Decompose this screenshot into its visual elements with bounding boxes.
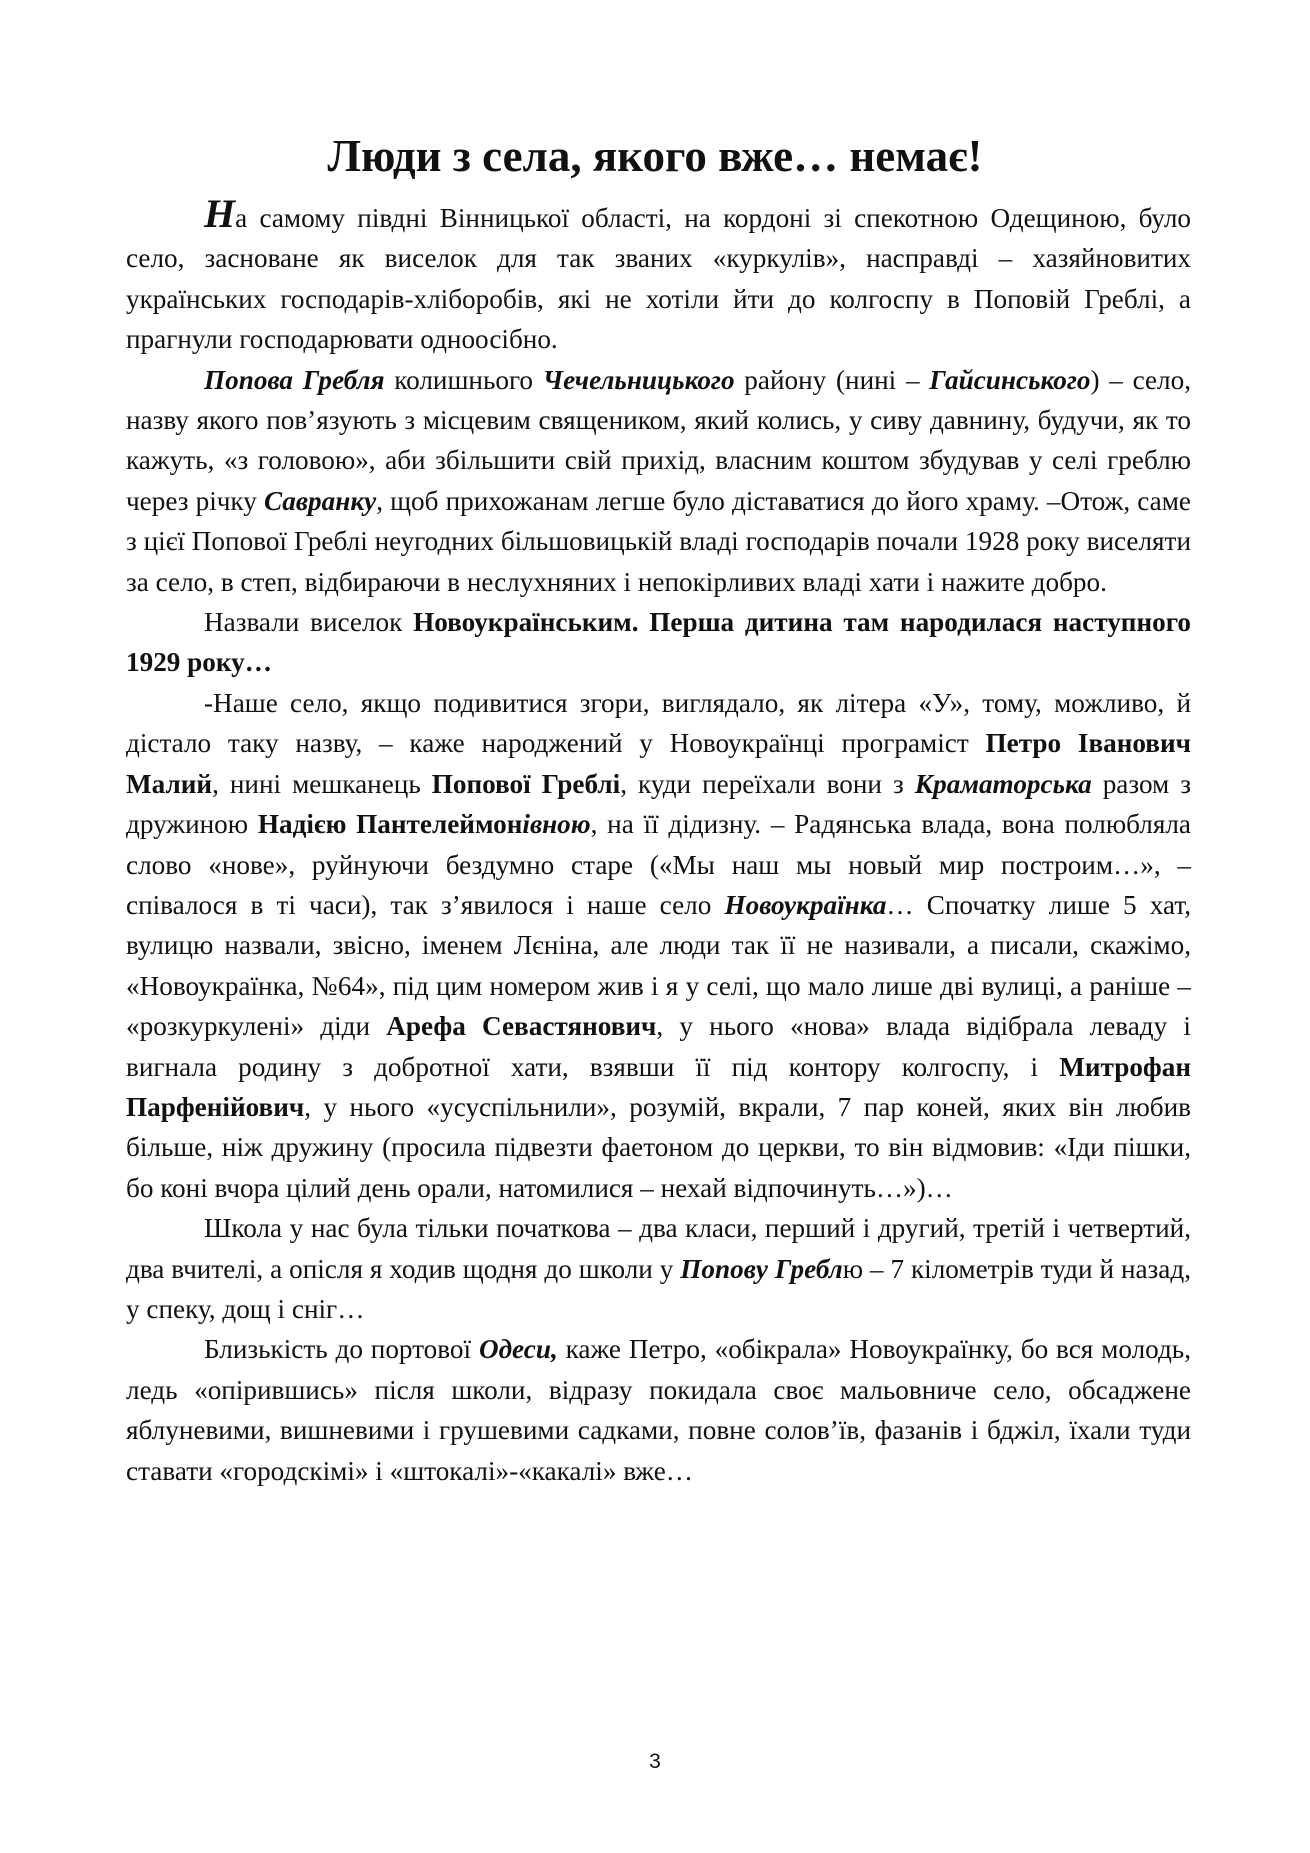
text-run: , щоб прихожанам легше було діставатися до його храму. –Отож, саме з цієї Попової Греблі неугодних більшовицькій владі господарів почали 1928 року виселяти за село, в степ, відбираючи в неслухняних і непокірливих владі хати і нажите добро. [126, 485, 1191, 597]
text-run: , у нього «нова» влада відібрала леваду і вигнала родину з добротної хати, взявши її під контору колгоспу, і [126, 1011, 1191, 1082]
person-name: Надією Пантелеймон [257, 809, 523, 840]
page-number: 3 [649, 1750, 661, 1773]
place-name: Попову Гребл [680, 1253, 843, 1284]
article-body [126, 191, 1192, 1491]
place-name: Чечельницького [542, 364, 735, 395]
text-run: ) – село, назву якого пов’язують з місцевим священиком, який колись, у сиву давнину, будучи, як то кажуть, «з головою», аби збільшити свій прихід, власним коштом збудував у селі греблю через річку [126, 364, 1191, 516]
paragraph-1-text: а самому півдні Вінницької області, на кордоні зі спекотною Одещиною, було село, засноване як виселок для так званих «куркулів», насправді – хазяйновитих українських господарів-хліборобів, які не хотіли йти до колгоспу в Поповій Греблі, а прагнули господарювати одноосібно. [126, 203, 1191, 355]
text-run: , нині мешканець [212, 768, 432, 799]
text-run: Близькість до портової [204, 1334, 479, 1365]
place-name: Новоукраїнка [724, 889, 887, 920]
drop-cap: Н [204, 191, 236, 236]
text-run: , у нього «усуспільнили», розумій, вкрали, 7 пар коней, яких він любив більше, ніж дружину (просила підвезти фаетоном до церкви, то він відмовив: «Іди пішки, бо коні вчора цілий день орали, натомилися – нехай відпочинуть…»)… [126, 1091, 1191, 1203]
place-name: Краматорська [914, 768, 1092, 799]
article-title: Люди з села, якого вже… немає! [327, 131, 983, 181]
text-run: … Спочатку лише 5 хат, вулицю назвали, звісно, іменем Лєніна, але люди так її не називали, а писали, скажімо, «Новоукраїнка, №64», під цим номером жив і я у селі, що мало лише дві вулиці, а раніше – «розкуркулені» діди [126, 889, 1192, 1042]
text-run: Назвали виселок [204, 607, 414, 638]
paragraph-5 [126, 1208, 1191, 1329]
text-run: ю – 7 кілометрів туди й назад, у спеку, дощ і сніг… [126, 1253, 1191, 1324]
paragraph-2 [126, 360, 1191, 602]
paragraph-1 [126, 191, 1191, 360]
text-run: району (нині – [734, 364, 930, 395]
bold-run: Новоукраїнським. Перша дитина там народилася наступного 1929 року… [126, 607, 1191, 678]
place-name: Савранку [263, 485, 377, 516]
person-name-italic: івною [522, 809, 591, 840]
text-run: Школа у нас була тільки початкова – два класи, перший і другий, третій і четвертий, два вчителі, а опісля я ходив щодня до школи у [126, 1213, 1191, 1284]
text-run: , на її дідизну. – Радянська влада, вона полюбляла слово «нове», руйнуючи бездумно старе («Мы наш мы новый мир построим…», – співалося в ті часи), так з’явилося і наше село [126, 809, 1191, 920]
place-name: Гайсинського [929, 364, 1091, 395]
person-name: Арефа Севастянович [386, 1011, 657, 1042]
person-name: Петро Іванович Малий [126, 728, 1191, 799]
text-run: , куди переїхали вони з [620, 768, 915, 799]
text-run: -Наше село, якщо подивитися згори, виглядало, як літера «У», тому, можливо, й дістало таку назву, – каже народжений у Новоукраїнці програміст [126, 687, 1191, 759]
place-name: Попова Гребля [204, 364, 385, 395]
paragraph-6 [126, 1329, 1191, 1491]
text-run: разом з дружиною [126, 768, 1191, 840]
place-name: Попової Греблі [431, 768, 621, 799]
text-run: каже Петро, «обікрала» Новоукраїнку, бо вся молодь, ледь «опірившись» після школи, відразу покидала своє мальовниче село, обсаджене яблуневими, вишневими і грушевими садками, повне солов’їв, фазанів і бджіл, їхали туди ставати «городскімі» і «штокалі»-«какалі» вже… [126, 1334, 1191, 1486]
person-name: Митрофан Парфенійович [126, 1051, 1191, 1122]
paragraph-3 [126, 602, 1191, 683]
paragraph-4 [126, 683, 1191, 1208]
place-name: Одеси, [478, 1334, 558, 1365]
text-run: колишнього [384, 364, 543, 395]
